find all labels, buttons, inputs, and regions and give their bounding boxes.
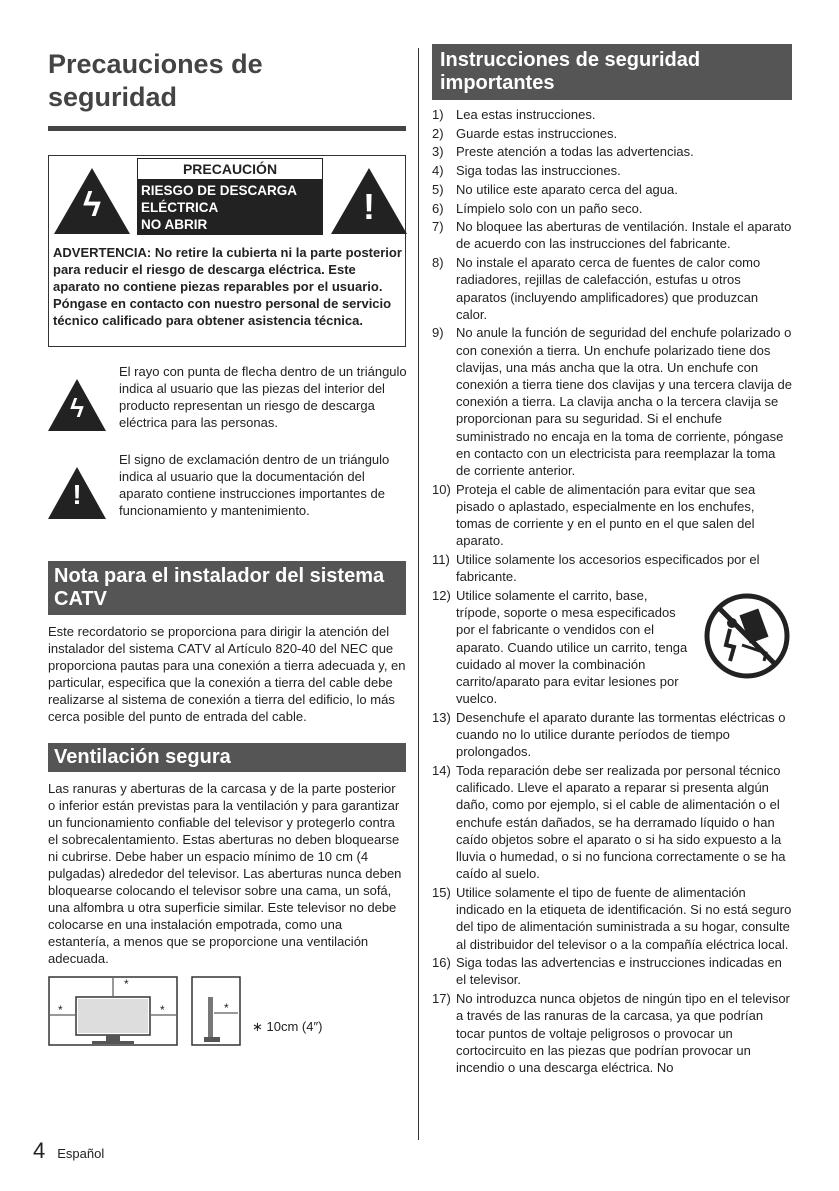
list-item: 17) No introduzca nunca objetos de ningún tipo en el televisor a través de las ranuras de la carcasa, ya que podrían tocar puntos de voltaje peligrosos o provocar un cortocircuito en las piezas que podrían provocar un incendio o una descarga eléctrica. No: [432, 991, 790, 1075]
page-title: Precauciones de seguridad: [48, 49, 263, 112]
list-item: 1) Lea estas instrucciones.: [432, 107, 596, 122]
caution-dark-block: [137, 180, 323, 235]
page-number: 4: [33, 1138, 46, 1163]
clearance-mark: *: [160, 1003, 165, 1017]
list-item: 8) No instale el aparato cerca de fuentes de calor como radiadores, rejillas de calefacción, estufas u otros aparatos (incluyendo amplificadores) que produzcan calor.: [432, 255, 761, 322]
caution-box: ϟ PRECAUCIÓN RIESGO DE DESCARGA ELÉCTRICA NO ABRIR ! ADVERTENCIA: No retire la cubierta ni la parte posterior para reducir el riesgo de descarga eléctrica. Este aparato no contiene piezas reparables por el usuario. Póngase en contacto con nuestro personal de servicio técnico calificado para obtener asistencia técnica.: [48, 155, 406, 347]
list-item: 13) Desenchufe el aparato durante las tormentas eléctricas o cuando no lo utilice durante períodos de tiempo prolongados.: [432, 709, 786, 760]
symbol-explanation-exclamation: ! El signo de exclamación dentro de un triángulo indica al usuario que la documentación del aparato contiene instrucciones importantes de funcionamiento y mantenimiento.: [48, 451, 406, 541]
list-item: 16) Siga todas las advertencias e instrucciones indicadas en el televisor.: [432, 955, 782, 988]
list-item: 9) No anule la función de seguridad del enchufe polarizado o con conexión a tierra. Un enchufe polarizado tiene dos clavijas, una más ancha que la otra. Un enchufe con conexión a tierra tiene dos clavijas y una tercera clavija de conexión a tierra. La clavija ancha o la tercera clavija se proporcionan para su seguridad. Si el enchufe suministrado no encaja en la toma de corriente, póngase en contacto con un electricista para reemplazar la toma de corriente anterior.: [432, 325, 793, 479]
column-divider: [418, 48, 419, 1140]
caution-line: NO ABRIR: [141, 217, 208, 232]
right-column: [432, 44, 792, 1078]
list-item: 4) Siga todas las instrucciones.: [432, 163, 621, 179]
list-item: 11) Utilice solamente los accesorios especificados por el fabricante.: [432, 552, 760, 585]
instruction-list: [432, 106, 792, 1076]
list-item: 2) Guarde estas instrucciones.: [432, 125, 618, 141]
list-item: 14) Toda reparación debe ser realizada por personal técnico calificado. Lleve el aparato a reparar si presenta algún daño, como por ejemplo, si el cable de alimentación o el enchufe están dañados, se ha derramado líquido o han caído objetos sobre el aparato o si ha sido expuesto a la lluvia o humedad, o si no funciona correctamente o se ha caído al suelo.: [432, 763, 786, 882]
cart-tipover-warning-icon: [704, 593, 790, 679]
ventilation-text: Las ranuras y aberturas de la carcasa y de la parte posterior o inferior están previstas para la ventilación y para garantizar un funcionamiento confiable del televisor y protegerlo contra el sobrecalentamiento. Estas aberturas no deben bloquearse ni cubrirse. Debe haber un espacio mínimo de 10 cm (4 pulgadas) alrededor del televisor. Las aberturas nunca deben bloquearse colocando el televisor sobre una cama, un sofá, una alfombra u otra superficie similar. Este televisor no debe colocarse en una instalación empotrada, como una estantería, a menos que se proporcione una ventilación adecuada.: [48, 781, 402, 966]
caution-line: ELÉCTRICA: [141, 200, 219, 215]
tv-clearance-illustration: [48, 975, 248, 1049]
catv-text: Este recordatorio se proporciona para dirigir la atención del instalador del sistema CATV al Artículo 820-40 del NEC que proporciona pautas para una conexión a tierra adecuada y, en particular, especifica que la conexión a tierra del cable debe realizarse al sistema de conexión a tierra del edificio, lo más cerca posible del punto de entrada del cable.: [48, 624, 406, 724]
symbol-description: El signo de exclamación dentro de un triángulo indica al usuario que la documentación del aparato contiene instrucciones importantes de funcionamiento y mantenimiento.: [119, 452, 390, 518]
clearance-mark: *: [124, 977, 129, 991]
footer-language: Español: [57, 1146, 105, 1161]
page-footer: [33, 1138, 104, 1164]
section-heading-ventilation: Ventilación segura: [48, 743, 406, 772]
list-item: 15) Utilice solamente el tipo de fuente de alimentación indicado en la etiqueta de identificación. Si no está seguro del tipo de alimentación suministrada a su hogar, consulte al distribuidor del televisor o a la compañía eléctrica local.: [432, 884, 792, 952]
section-heading-safety-instructions: Instrucciones de seguridad importantes: [432, 44, 792, 100]
warning-text: ADVERTENCIA: No retire la cubierta ni la parte posterior para reducir el riesgo de descarga eléctrica. Este aparato no contiene piezas reparables por el usuario. Póngase en contacto con nuestro personal de servicio técnico calificado para obtener asistencia técnica.: [53, 245, 402, 328]
caution-header: PRECAUCIÓN: [137, 158, 323, 180]
clearance-mark: *: [224, 1001, 229, 1015]
diagram-caption: ∗ 10cm (4″): [252, 1019, 323, 1034]
list-item: 12) Utilice solamente el carrito, base, trípode, soporte o mesa especificados por el fabricante o vendidos con el aparato. Cuando utilice un carrito, tenga cuidado al mover la combinación carrito/aparato para evitar lesiones por vuelco.: [432, 587, 792, 707]
list-item: 6) Límpielo solo con un paño seco.: [432, 200, 643, 216]
caution-label: [137, 158, 323, 235]
list-item: 7) No bloquee las aberturas de ventilación. Instale el aparato de acuerdo con las instrucciones del fabricante.: [432, 219, 792, 252]
ventilation-diagram: [48, 975, 406, 1045]
symbol-explanation-lightning: ϟ El rayo con punta de flecha dentro de un triángulo indica al usuario que las piezas del interior del producto representan un riesgo de descarga eléctrica para las personas.: [48, 363, 406, 447]
left-column: [48, 48, 406, 1045]
clearance-mark: *: [58, 1003, 63, 1017]
section-heading-catv: Nota para el instalador del sistema CATV: [48, 561, 406, 615]
list-item: 5) No utilice este aparato cerca del agua.: [432, 181, 678, 197]
symbol-description: El rayo con punta de flecha dentro de un triángulo indica al usuario que las piezas del interior del producto representan un riesgo de descarga eléctrica para las personas.: [119, 364, 407, 430]
title-rule: [48, 126, 406, 131]
list-item: 10) Proteja el cable de alimentación para evitar que sea pisado o aplastado, especialmente en los enchufes, tomas de corriente y en el punto en el que salen del aparato.: [432, 481, 756, 549]
list-item: 3) Preste atención a todas las advertencias.: [432, 144, 694, 160]
caution-line: RIESGO DE DESCARGA: [141, 183, 298, 198]
